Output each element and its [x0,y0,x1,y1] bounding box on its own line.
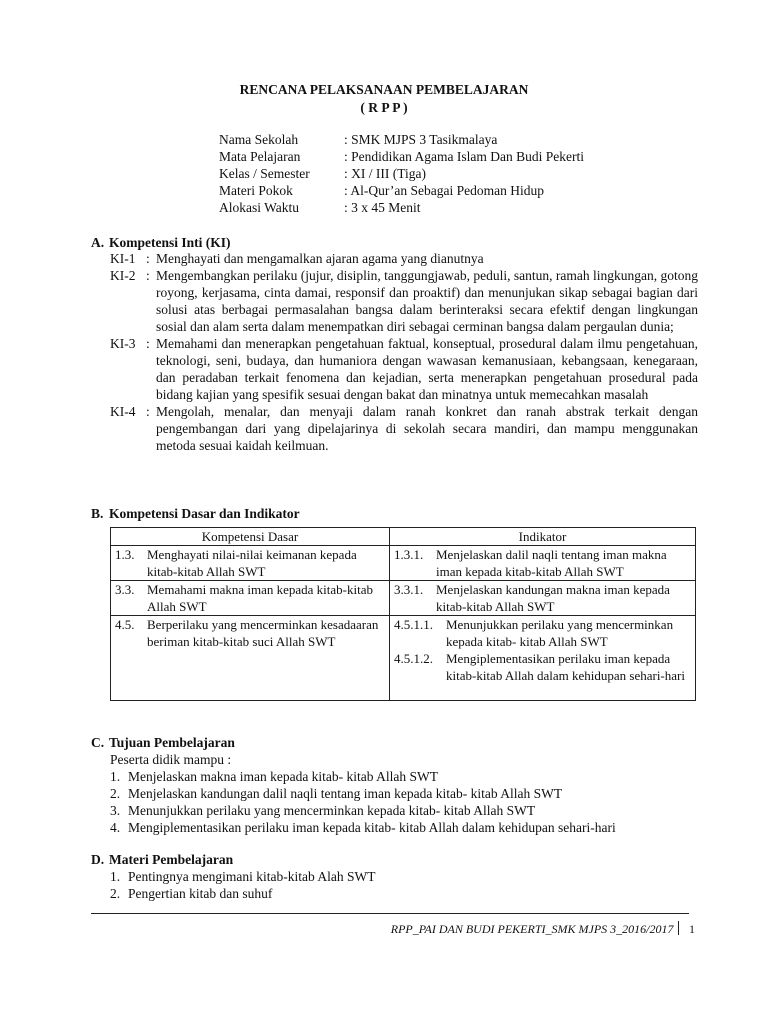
ki-text: Mengolah, menalar, dan menyaji dalam ranah konkret dan ranah abstrak terkait dengan pengembangan dari yang dipelajarinya di sekolah secara mandiri, dan mampu menggunakan metoda sesuai kaidah keilmuan. [156,404,698,453]
list-text: Menunjukkan perilaku yang mencerminkan kepada kitab- kitab Allah SWT [128,803,536,818]
list-item [110,785,616,802]
section-title: Materi Pembelajaran [109,852,234,867]
ki-colon: : [146,251,150,266]
list-text: Menjelaskan makna iman kepada kitab- kitab Allah SWT [128,769,439,784]
ki-text: Memahami dan menerapkan pengetahuan faktual, konseptual, prosedural dalam ilmu pengetahuan, teknologi, seni, budaya, dan humaniora dengan wawasan kemanusiaan, kebangsaan, kenegaraan, dan peradaban terkait fenomena dan kejadian, serta menerapkan pengetahuan prosedural pada bidang kajian yang spesifik sesuai dengan bakat dan minatnya untuk memecahkan masalah [156,336,698,402]
info-label: Alokasi Waktu [219,200,300,215]
section-d-heading [91,851,233,868]
list-item [110,819,616,836]
footer-separator [678,921,680,935]
ki-item [110,267,698,335]
list-number: 2. [110,786,121,801]
kd-cell [111,616,390,701]
kd-number: 1.3. [115,547,135,562]
ki-text: Menghayati dan mengamalkan ajaran agama yang dianutnya [156,251,484,266]
materi-list [110,868,375,902]
cell-item [394,650,691,684]
ki-colon: : [146,336,150,351]
page-footer [300,921,695,938]
document-title: RENCANA PELAKSANAAN PEMBELAJARAN [239,82,529,97]
table-header-row [111,528,696,546]
ki-item [110,335,698,403]
list-item [110,802,616,819]
kd-text: Berperilaku yang mencerminkan kesadaaran beriman kitab-kitab suci Allah SWT [147,617,379,649]
list-text: Menjelaskan kandungan dalil naqli tentang iman kepada kitab- kitab Allah SWT [128,786,563,801]
list-text: Pengertian kitab dan suhuf [128,886,273,901]
info-row [219,131,584,148]
kd-indikator-table [110,527,696,701]
list-number: 3. [110,803,121,818]
list-text: Pentingnya mengimani kitab-kitab Alah SWT [128,869,376,884]
tujuan-intro: Peserta didik mampu : [110,752,232,767]
column-header-indikator: Indikator [390,528,696,546]
section-number: A. [91,235,105,250]
info-value: : XI / III (Tiga) [344,166,426,181]
section-title: Kompetensi Inti (KI) [109,235,231,250]
info-label: Kelas / Semester [219,166,310,181]
ki-item [110,403,698,454]
kd-text: Memahami makna iman kepada kitab-kitab Allah SWT [147,582,373,614]
cell-item [115,616,385,650]
info-row [219,182,584,199]
indikator-text: Menjelaskan kandungan makna iman kepada kitab-kitab Allah SWT [436,582,670,614]
info-value: : SMK MJPS 3 Tasikmalaya [344,132,498,147]
indikator-text: Menunjukkan perilaku yang mencerminkan kepada kitab- kitab Allah SWT [446,617,674,649]
indikator-number: 1.3.1. [394,547,424,562]
ki-list [110,250,698,454]
list-item [110,768,616,785]
indikator-number: 3.3.1. [394,582,424,597]
footer-divider [91,913,689,914]
info-label: Mata Pelajaran [219,149,301,164]
list-number: 1. [110,869,121,884]
table-row [111,546,696,581]
info-label: Nama Sekolah [219,132,299,147]
column-header-kd: Kompetensi Dasar [111,528,390,546]
indikator-number: 4.5.1.2. [394,651,433,666]
section-title: Tujuan Pembelajaran [109,735,235,750]
list-text: Mengiplementasikan perilaku iman kepada kitab- kitab Allah dalam kehidupan sehari-hari [128,820,616,835]
cell-item [115,546,385,580]
list-item [110,868,375,885]
indikator-cell [390,616,696,701]
kd-cell [111,546,390,581]
info-row [219,148,584,165]
section-number: B. [91,506,104,521]
ki-code: KI-4 [110,404,136,419]
section-number: D. [91,852,105,867]
list-number: 4. [110,820,121,835]
section-a-heading [91,234,231,251]
table-row [111,616,696,701]
indikator-text: Menjelaskan dalil naqli tentang iman makna iman kepada kitab-kitab Allah SWT [436,547,667,579]
indikator-cell [390,581,696,616]
identity-block [219,131,584,216]
cell-item [394,546,691,580]
section-title: Kompetensi Dasar dan Indikator [109,506,300,521]
cell-item [394,616,691,650]
ki-item [110,250,698,267]
info-value: : Al-Qur’an Sebagai Pedoman Hidup [344,183,544,198]
info-row [219,199,584,216]
list-number: 2. [110,886,121,901]
tujuan-list [110,751,616,836]
ki-code: KI-2 [110,268,136,283]
cell-item [394,581,691,615]
info-row [219,165,584,182]
kd-text: Menghayati nilai-nilai keimanan kepada kitab-kitab Allah SWT [147,547,357,579]
ki-colon: : [146,404,150,419]
list-number: 1. [110,769,121,784]
indikator-number: 4.5.1.1. [394,617,433,632]
info-label: Materi Pokok [219,183,293,198]
ki-code: KI-1 [110,251,136,266]
info-value: : 3 x 45 Menit [344,200,421,215]
ki-code: KI-3 [110,336,136,351]
document-title-block [0,81,768,117]
indikator-text: Mengiplementasikan perilaku iman kepada kitab-kitab Allah dalam kehidupan sehari-hari [446,651,685,683]
kd-number: 4.5. [115,617,135,632]
section-c-heading [91,734,235,751]
indikator-cell [390,546,696,581]
kd-number: 3.3. [115,582,135,597]
ki-text: Mengembangkan perilaku (jujur, disiplin, tanggungjawab, peduli, santun, ramah lingkungan, gotong royong, kerjasama, cinta damai, responsif dan proaktif) dan menunjukan sikap sebagai bagian dari solusi atas berbagai permasalahan bangsa dalam berinteraksi secara efektif dengan lingkungan sosial dan alam serta dalam menempatkan diri sebagai cerminan bangsa dalam pergaulan dunia; [156,268,698,334]
table-row [111,581,696,616]
section-b-heading [91,505,300,522]
kd-cell [111,581,390,616]
document-subtitle: ( R P P ) [360,100,408,115]
info-value: : Pendidikan Agama Islam Dan Budi Pekerti [344,149,584,164]
ki-colon: : [146,268,150,283]
list-item [110,885,375,902]
section-number: C. [91,735,105,750]
cell-item [115,581,385,615]
footer-text: RPP_PAI DAN BUDI PEKERTI_SMK MJPS 3_2016/2017 [390,922,674,936]
page-number: 1 [689,922,695,936]
